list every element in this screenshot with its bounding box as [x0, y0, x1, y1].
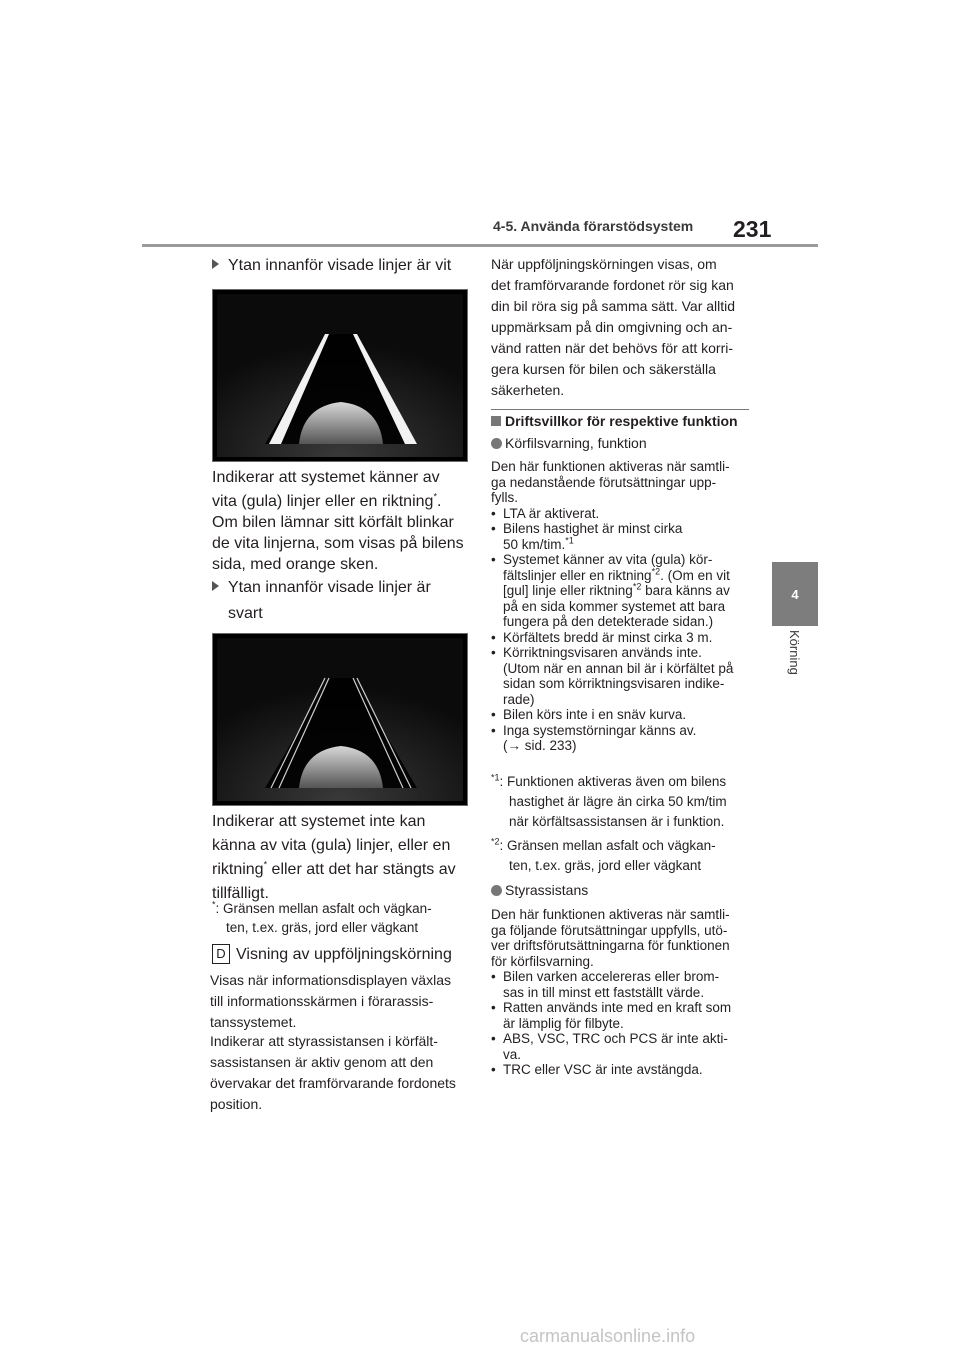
list-item: • Körriktningsvisaren används inte. (Utom när en annan bil är i körfältet på sidan som körriktningsvisaren indike- rade): [491, 645, 761, 707]
page-number: 231: [733, 216, 772, 242]
para-white-lines: Indikerar att systemet känner av vita (gula) linjer eller en riktning*. Om bilen lämnar sitt körfält blinkar de vita linjerna, som visas på bilens sida, med orange sken.: [212, 469, 464, 573]
list-item: • Systemet känner av vita (gula) kör- fältslinjer eller en riktning$^{*2}$. (Om en vit [gul] linje eller riktning$^{*2}$ bara känns av på en sida kommer systemet att bara fungera på den detekterade sidan.): [491, 552, 761, 630]
footnote-2: $^{*2}$: Gränsen mellan asfalt och vägkan- ten, t.ex. gräs, jord eller vägkant: [491, 836, 716, 873]
list-item: • Inga systemstörningar känns av. (→ sid. 233): [491, 723, 761, 754]
page-reference-link[interactable]: sid. 233): [521, 738, 577, 753]
list-item: • TRC eller VSC är inte avstängda.: [491, 1062, 761, 1078]
bullet-black-lines: Ytan innanför visade linjer är svart: [212, 576, 431, 626]
triangle-bullet-icon: [212, 581, 219, 591]
chapter-tab[interactable]: 4: [772, 562, 818, 626]
left-footnote: *: Gränsen mellan asfalt och vägkan- ten, t.ex. gräs, jord eller vägkant: [212, 899, 432, 935]
section-divider: [491, 409, 749, 410]
right-intro: När uppföljningskörningen visas, om det framförvarande fordonet rör sig kan din bil röra sig på samma sätt. Var alltid uppmärksam på din omgivning och an- vänd ratten när det behövs för att korri- gera kursen för bilen och säkerställa säkerheten.: [491, 256, 736, 398]
square-bullet-icon: [491, 416, 501, 426]
display-image-black-lines: [212, 633, 468, 806]
sub2-body: Den här funktionen aktiveras när samtli- ga följande förutsättningar uppfylls, utö- ver driftsförutsättningarna för funktionen för körfilsvarning. • Bilen varken accelereras eller brom- sas in till minst ett fastställt värde. • Ratten används inte med en kraft som är lämplig för filbyte. • ABS, VSC, TRC och PCS är inte akti- va. • TRC eller VSC är inte avstängda.: [491, 907, 761, 1078]
circle-bullet-icon: [491, 438, 502, 449]
section-title: 4-5. Använda förarstödsystem: [493, 218, 694, 234]
display-image-white-lines: [212, 289, 468, 462]
arrow-right-icon: →: [507, 738, 521, 753]
sub1-body: Den här funktionen aktiveras när samtli- ga nedanstående förutsättningar upp- fylls. • LTA är aktiverat. • Bilens hastighet är minst cirka 50 km/tim.$^{*1}$ • Systemet känner av vita (gula) kör- fältslinjer eller en riktning$^{*2}$. (Om en vit [gul] linje eller riktning$^{*2}$ bara känns av på en sida kommer systemet att bara fungera på den detekterade sidan.) • Körfältets bredd är minst cirka 3 m. • Körriktningsvisaren används inte. (Utom när en annan bil är i körfältet på sidan som körriktningsvisaren indike- rade) • Bilen körs inte i en snäv kurva. • Inga systemstörningar känns av. (→ sid. 233): [491, 459, 761, 754]
watermark: carmanualsonline.info: [520, 1326, 696, 1346]
sub2-list: [491, 969, 761, 1078]
bullet-white-lines: Ytan innanför visade linjer är vit: [212, 254, 451, 278]
sub2-heading: Styrassistans: [491, 882, 588, 898]
section-heading: Driftsvillkor för respektive funktion: [491, 413, 738, 429]
footnote-1: $^{*1}$: Funktionen aktiveras även om bilens hastighet är lägre än cirka 50 km/tim när körfältsassistansen är i funktion.: [491, 772, 727, 829]
list-item: • Bilen varken accelereras eller brom- sas in till minst ett fastställt värde.: [491, 969, 761, 1000]
list-item: • ABS, VSC, TRC och PCS är inte akti- va.: [491, 1031, 761, 1062]
list-item: • Bilens hastighet är minst cirka 50 km/tim.$^{*1}$: [491, 521, 761, 552]
list-item: • LTA är aktiverat.: [491, 506, 761, 522]
list-item: • Ratten används inte med en kraft som är lämplig för filbyte.: [491, 1000, 761, 1031]
para-d-indicates: Indikerar att styrassistansen i körfält- sassistansen är aktiv genom att den övervakar det framförvarande fordonets position.: [210, 1033, 456, 1112]
triangle-bullet-icon: [212, 259, 219, 269]
circle-bullet-icon: [491, 885, 502, 896]
d-heading: D Visning av uppföljningskörning: [212, 944, 452, 965]
lane-display-white-illustration: [217, 294, 463, 457]
sub1-list: [491, 506, 761, 754]
list-item: • Körfältets bredd är minst cirka 3 m.: [491, 630, 761, 646]
list-item: • Bilen körs inte i en snäv kurva.: [491, 707, 761, 723]
sub1-heading: Körfilsvarning, funktion: [491, 435, 647, 451]
d-label-box: D: [212, 944, 230, 964]
para-black-lines: Indikerar att systemet inte kan känna av vita (gula) linjer, eller en riktning* eller att det har stängts av tillfälligt.: [212, 813, 456, 902]
header-divider: [142, 244, 818, 247]
para-d-shown: Visas när informationsdisplayen växlas till informationsskärmen i förarassis- tanssystemet.: [210, 972, 451, 1030]
chapter-label: Körning: [787, 630, 802, 675]
lane-display-black-illustration: [217, 638, 463, 801]
